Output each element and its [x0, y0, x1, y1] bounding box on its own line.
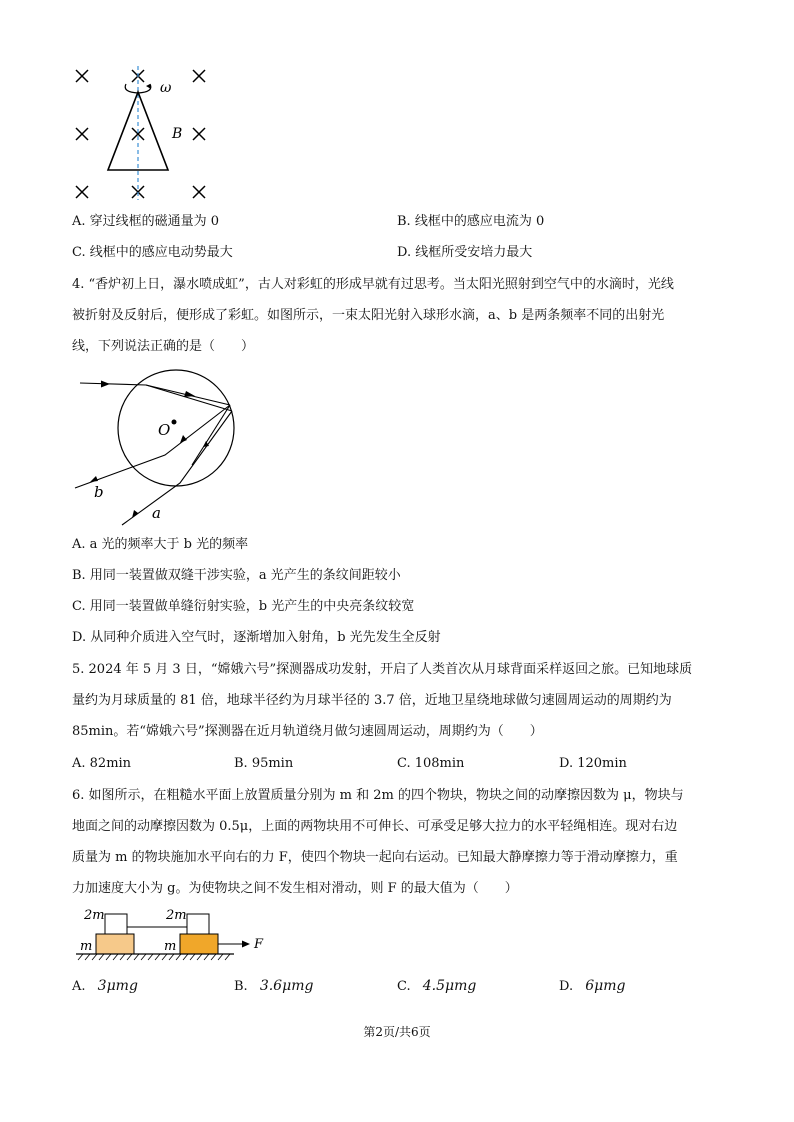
q6-option-d-value: 6μmg [585, 978, 626, 994]
left-top-block [105, 914, 127, 934]
q5-stem-line-3: 85min。若“嫦娥六号”探测器在近月轨道绕月做匀速圆周运动，周期约为（ ） [72, 724, 543, 739]
right-bottom-mass-label: m [164, 939, 177, 954]
ray-a-label: a [152, 504, 161, 522]
q5-option-c: C. 108min [397, 756, 465, 771]
q6-stem-line-3: 质量为 m 的物块施加水平向右的力 F，使四个物块一起向右运动。已知最大静摩擦力等于滑动摩擦力，重 [72, 850, 678, 865]
ray-a-internal-2 [192, 405, 230, 465]
q6-option-d [559, 977, 625, 996]
left-top-mass-label: 2m [84, 908, 105, 923]
page-number-footer: 第2页/共6页 [363, 1025, 431, 1039]
ground-hatching [78, 954, 230, 960]
q4-option-c: C. 用同一装置做单缝衍射实验，b 光产生的中央亮条纹较宽 [72, 599, 415, 614]
right-top-block [187, 914, 209, 934]
center-point [172, 420, 177, 425]
q3-option-d: D. 线框所受安培力最大 [397, 245, 533, 260]
q4-stem-line-3: 线，下列说法正确的是（ ） [72, 339, 255, 354]
q4-stem-line-1: 4. “香炉初上日，瀑水喷成虹”，古人对彩虹的形成早就有过思考。当太阳光照射到空气中的水滴时，光线 [72, 277, 674, 292]
q5-stem-line-2: 量约为月球质量的 81 倍，地球半径约为月球半径的 3.7 倍，近地卫星绕地球做匀速圆周运动的周期约为 [72, 693, 672, 708]
q5-option-b: B. 95min [234, 756, 294, 771]
q6-option-a-letter: A. [72, 979, 86, 994]
q3-figure [66, 62, 226, 202]
q6-blocks-figure [72, 903, 282, 965]
q6-option-b-value: 3.6μmg [259, 978, 314, 994]
q3-option-c: C. 线框中的感应电动势最大 [72, 245, 233, 260]
q3-option-a: A. 穿过线框的磁通量为 0 [72, 214, 220, 229]
q4-stem-line-2: 被折射及反射后，便形成了彩虹。如图所示，一束太阳光射入球形水滴，a、b 是两条频率不同的出射光 [72, 308, 665, 323]
field-B-label: B [172, 126, 183, 142]
q4-option-b: B. 用同一装置做双缝干涉实验，a 光产生的条纹间距较小 [72, 568, 401, 583]
q6-option-a [72, 977, 138, 996]
right-top-mass-label: 2m [166, 908, 187, 923]
q4-option-a: A. a 光的频率大于 b 光的频率 [72, 537, 249, 552]
q6-stem-line-4: 力加速度大小为 g。为使物块之间不发生相对滑动，则 F 的最大值为（ ） [72, 881, 518, 896]
q6-option-b [234, 977, 313, 996]
q6-option-c [397, 977, 476, 996]
q6-option-b-letter: B. [234, 979, 248, 994]
q6-option-c-letter: C. [397, 979, 411, 994]
q6-option-d-letter: D. [559, 979, 574, 994]
right-bottom-block [180, 934, 218, 954]
magnetic-field-crosses [76, 70, 205, 198]
center-O-label: O [158, 421, 171, 439]
ray-b-label: b [94, 483, 104, 501]
left-bottom-block [96, 934, 134, 954]
q5-option-a: A. 82min [72, 756, 132, 771]
q3-option-b: B. 线框中的感应电流为 0 [397, 214, 545, 229]
left-bottom-mass-label: m [80, 939, 93, 954]
q6-stem-line-1: 6. 如图所示，在粗糙水平面上放置质量分别为 m 和 2m 的四个物块，物块之间的动摩擦因数为 μ，物块与 [72, 788, 684, 803]
omega-label: ω [160, 80, 172, 96]
q6-option-a-value: 3μmg [97, 978, 138, 994]
water-drop-circle [118, 370, 234, 486]
q6-option-c-value: 4.5μmg [422, 978, 477, 994]
q4-option-d: D. 从同种介质进入空气时，逐渐增加入射角，b 光先发生全反射 [72, 630, 441, 645]
q4-water-drop-figure [70, 365, 250, 530]
q6-stem-line-2: 地面之间的动摩擦因数为 0.5μ，上面的两物块用不可伸长、可承受足够大拉力的水平轻绳相连。现对右边 [72, 819, 678, 834]
q5-option-d: D. 120min [559, 756, 627, 771]
q5-stem-line-1: 5. 2024 年 5 月 3 日，“嫦娥六号”探测器成功发射，开启了人类首次从月球背面采样返回之旅。已知地球质 [72, 662, 693, 677]
force-F-label: F [254, 937, 264, 952]
